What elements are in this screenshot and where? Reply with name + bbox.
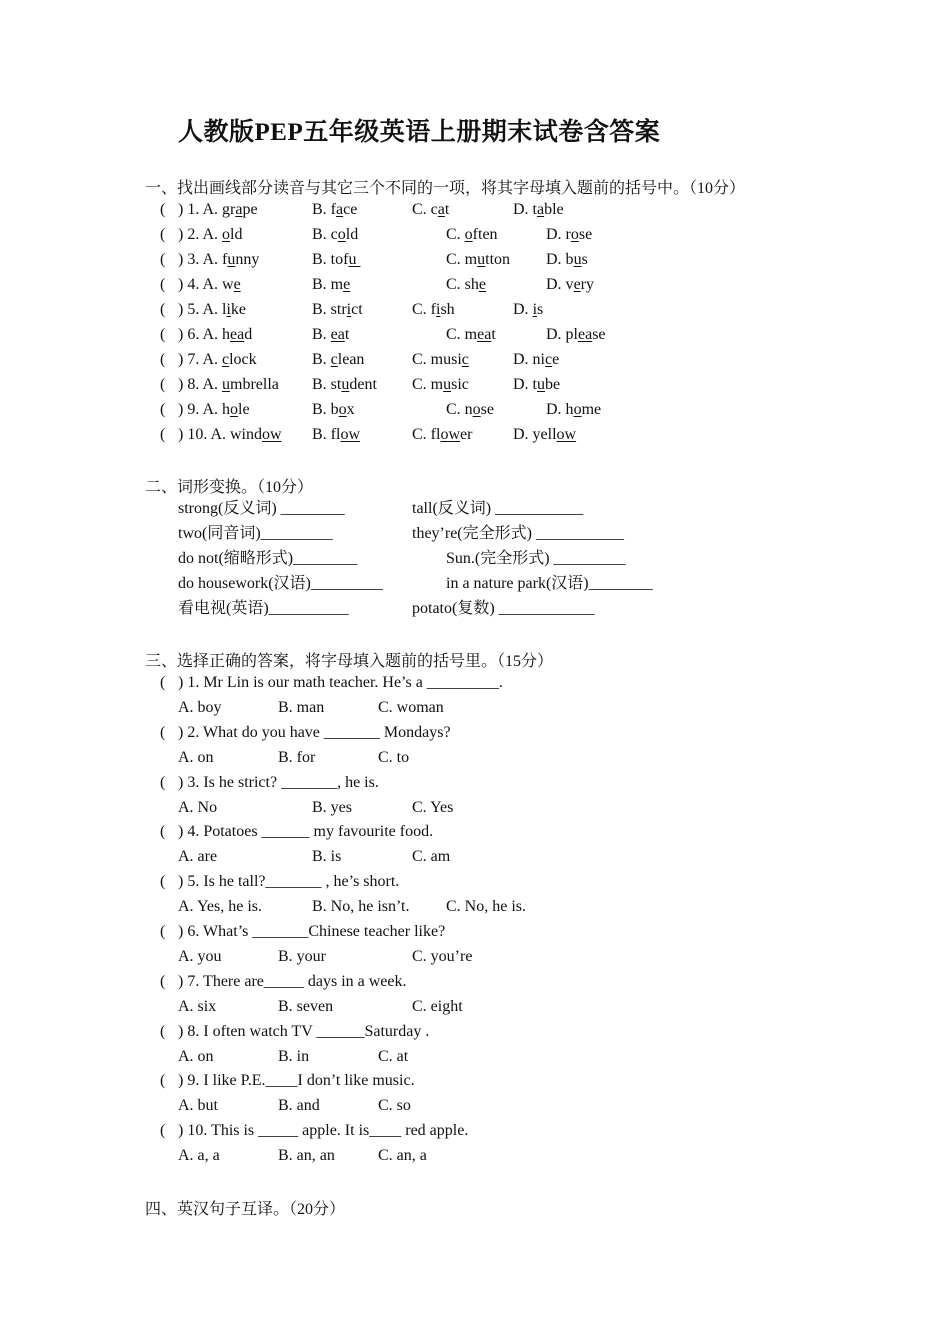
word-part: mbrella	[230, 376, 279, 393]
underlined-letters: o	[222, 226, 230, 243]
question-number: ) 3. A.	[178, 251, 222, 268]
mc-option: C. so	[378, 1097, 411, 1115]
answer-paren[interactable]: (	[160, 773, 166, 791]
word-part: t	[344, 326, 350, 343]
mc-option: C. to	[378, 748, 410, 766]
question-text: ) 9. I like P.E.____I don’t like music.	[178, 1072, 415, 1090]
word-part: D. ni	[513, 351, 545, 368]
word-part: C. musi	[412, 351, 462, 368]
option-d	[546, 325, 606, 345]
answer-paren[interactable]: (	[160, 426, 166, 443]
option-c	[412, 200, 449, 220]
word-form-item[interactable]: do housework(汉语)_________	[178, 575, 383, 592]
word-form-item[interactable]: in a nature park(汉语)________	[446, 575, 653, 592]
word-form-item[interactable]: potato(复数) ____________	[412, 600, 595, 617]
question-text: ) 7. There are_____ days in a week.	[178, 972, 407, 990]
option-a	[178, 350, 257, 370]
word-part: dent	[349, 376, 377, 393]
option-d	[513, 425, 576, 445]
question-number: ) 6. A.	[178, 326, 222, 343]
question-text: ) 1. Mr Lin is our math teacher. He’s a _________.	[178, 674, 503, 691]
word-part: gr	[222, 201, 236, 218]
word-part: ry	[580, 276, 594, 293]
word-part: w	[222, 276, 234, 293]
underlined-letters: u	[443, 376, 452, 393]
option-d	[546, 400, 601, 420]
word-part: ld	[345, 226, 359, 243]
word-part: C.	[446, 226, 465, 243]
underlined-letters: o	[573, 401, 582, 418]
mc-option: A. Yes, he is.	[178, 898, 263, 916]
word-part: se	[578, 226, 593, 243]
word-part: er	[460, 426, 473, 443]
option-b	[312, 200, 357, 220]
option-d	[513, 300, 543, 320]
word-part: C. sh	[446, 276, 479, 293]
word-part: C. c	[412, 201, 438, 218]
mc-option: A. but	[178, 1097, 218, 1115]
option-c	[446, 400, 494, 420]
question-number: ) 2. A.	[178, 226, 222, 243]
question-text: ) 5. Is he tall?_______ , he’s short.	[178, 873, 400, 891]
answer-paren[interactable]: (	[160, 674, 166, 691]
underlined-letters: u	[348, 251, 361, 268]
answer-paren[interactable]: (	[160, 972, 166, 990]
word-part: wind	[230, 426, 262, 443]
underlined-letters: u	[222, 376, 230, 393]
option-a	[178, 400, 250, 420]
mc-option: B. in	[278, 1047, 310, 1065]
answer-paren[interactable]: (	[160, 923, 166, 940]
word-form-item[interactable]: they’re(完全形式) ___________	[412, 525, 624, 542]
option-b	[312, 400, 355, 420]
answer-paren[interactable]: (	[160, 873, 166, 891]
word-form-item[interactable]: strong(反义词) ________	[178, 500, 345, 517]
option-c	[412, 425, 472, 445]
mc-option: B. seven	[278, 997, 334, 1015]
question-number: ) 8. A.	[178, 376, 222, 393]
word-part: me	[581, 401, 602, 418]
mc-option: B. yes	[312, 798, 352, 816]
word-part: pe	[242, 201, 258, 218]
word-part: C. f	[412, 301, 436, 318]
option-c	[412, 375, 469, 395]
option-b	[312, 375, 377, 395]
word-part: d	[244, 326, 253, 343]
option-a	[178, 300, 246, 320]
word-part: B. m	[312, 276, 344, 293]
word-form-item[interactable]: tall(反义词) ___________	[412, 500, 584, 517]
word-part: C. n	[446, 401, 473, 418]
answer-paren[interactable]: (	[160, 276, 166, 293]
option-b	[312, 250, 360, 270]
word-part: l	[222, 301, 227, 318]
question-text: ) 10. This is _____ apple. It is____ red apple.	[178, 1122, 469, 1140]
option-d	[513, 350, 559, 370]
underlined-letters: e	[478, 276, 487, 293]
word-part: x	[346, 401, 355, 418]
word-part: B. tof	[312, 251, 349, 268]
underlined-letters: o	[570, 226, 579, 243]
answer-paren[interactable]: (	[160, 326, 166, 343]
word-form-item[interactable]: 看电视(英语)__________	[178, 600, 349, 617]
answer-paren[interactable]: (	[160, 251, 166, 268]
underlined-letters: ow	[556, 426, 577, 443]
mc-option: A. boy	[178, 698, 222, 716]
answer-paren[interactable]: (	[160, 201, 166, 218]
answer-paren[interactable]: (	[160, 1122, 166, 1140]
underlined-letters: c	[330, 351, 338, 368]
word-part: B. st	[312, 376, 342, 393]
underlined-letters: c	[222, 351, 230, 368]
mc-option: A. No	[178, 798, 218, 816]
option-c	[446, 325, 496, 345]
question-number: ) 1. A.	[178, 201, 222, 218]
option-b	[312, 350, 364, 370]
word-part: ften	[472, 226, 498, 243]
page-title: 人教版PEP五年级英语上册期末试卷含答案	[178, 119, 661, 146]
option-a	[178, 200, 258, 220]
answer-paren[interactable]: (	[160, 301, 166, 318]
option-a	[178, 275, 241, 295]
section-3-heading: 三、选择正确的答案，将字母填入题前的括号里。（15分）	[145, 653, 554, 670]
question-text: ) 8. I often watch TV ______Saturday .	[178, 1022, 430, 1040]
word-part: D. yell	[513, 426, 557, 443]
mc-option: A. a, a	[178, 1147, 220, 1165]
mc-option: B. man	[278, 698, 325, 716]
mc-option: A. are	[178, 848, 218, 866]
underlined-letters: o	[230, 401, 238, 418]
underlined-letters: c	[461, 351, 469, 368]
answer-paren[interactable]: (	[160, 823, 166, 841]
option-a	[178, 425, 282, 445]
mc-option: A. on	[178, 748, 214, 766]
option-c	[446, 275, 486, 295]
option-c	[446, 250, 510, 270]
underlined-letters: ea	[477, 326, 492, 343]
option-d	[513, 200, 564, 220]
option-d	[513, 375, 560, 395]
word-part: C. fl	[412, 426, 441, 443]
word-part: D. r	[546, 226, 571, 243]
mc-option: A. you	[178, 947, 222, 965]
word-part: B. str	[312, 301, 347, 318]
section-2-heading: 二、词形变换。（10分）	[145, 479, 314, 496]
word-part: D. t	[513, 201, 537, 218]
word-part: D.	[513, 301, 533, 318]
mc-option: C. you’re	[412, 947, 473, 965]
option-b	[312, 275, 350, 295]
underlined-letters: ow	[262, 426, 282, 443]
underlined-letters: o	[337, 226, 346, 243]
option-d	[546, 225, 592, 245]
word-part: e	[552, 351, 560, 368]
answer-paren[interactable]: (	[160, 723, 166, 741]
mc-option: B. and	[278, 1097, 320, 1115]
word-form-item[interactable]: Sun.(完全形式) _________	[446, 550, 626, 567]
option-d	[546, 250, 588, 270]
mc-option: C. am	[412, 848, 451, 866]
word-part: f	[222, 251, 228, 268]
underlined-letters: o	[464, 226, 473, 243]
word-part: D. h	[546, 401, 574, 418]
question-text: ) 2. What do you have _______ Mondays?	[178, 723, 451, 741]
answer-paren[interactable]: (	[160, 1072, 166, 1090]
underlined-letters: u	[573, 251, 582, 268]
underlined-letters: o	[338, 401, 347, 418]
question-number: ) 9. A.	[178, 401, 222, 418]
answer-paren[interactable]: (	[160, 1022, 166, 1040]
mc-option: C. woman	[378, 698, 444, 716]
underlined-letters: a	[537, 201, 545, 218]
word-part: D. pl	[546, 326, 578, 343]
word-part: ke	[230, 301, 247, 318]
option-a	[178, 325, 252, 345]
question-number: ) 7. A.	[178, 351, 222, 368]
underlined-letters: u	[537, 376, 545, 393]
underlined-letters: i	[346, 301, 352, 318]
mc-option: B. your	[278, 947, 326, 965]
underlined-letters: ow	[340, 426, 361, 443]
underlined-letters: c	[545, 351, 553, 368]
underlined-letters: i	[226, 301, 231, 318]
section-4-heading: 四、英汉句子互译。（20分）	[145, 1201, 346, 1218]
underlined-letters: a	[437, 201, 445, 218]
word-part: h	[222, 326, 230, 343]
word-part: le	[238, 401, 250, 418]
word-part: s	[581, 251, 588, 268]
underlined-letters: a	[336, 201, 344, 218]
word-part: se	[480, 401, 494, 418]
option-c	[412, 350, 469, 370]
question-number: ) 10. A.	[178, 426, 230, 443]
mc-option: C. an, a	[378, 1147, 427, 1165]
word-form-item[interactable]: two(同音词)_________	[178, 525, 333, 542]
option-c	[446, 225, 498, 245]
word-part: C. m	[446, 251, 478, 268]
mc-option: A. six	[178, 997, 217, 1015]
question-text: ) 4. Potatoes ______ my favourite food.	[178, 823, 434, 841]
option-b	[312, 425, 360, 445]
underlined-letters: u	[341, 376, 350, 393]
answer-paren[interactable]: (	[160, 401, 166, 418]
question-number: ) 5. A.	[178, 301, 222, 318]
underlined-letters: u	[477, 251, 486, 268]
word-part: t	[444, 201, 450, 218]
underlined-letters: i	[532, 301, 538, 318]
option-a	[178, 250, 259, 270]
word-part: be	[545, 376, 561, 393]
mc-option: B. for	[278, 748, 316, 766]
underlined-letters: e	[343, 276, 351, 293]
underlined-letters: e	[573, 276, 581, 293]
word-part: B.	[312, 351, 331, 368]
option-b	[312, 325, 349, 345]
word-part: D. b	[546, 251, 574, 268]
mc-option: C. No, he is.	[446, 898, 526, 916]
word-part: nny	[235, 251, 260, 268]
word-part: B.	[312, 326, 331, 343]
question-text: ) 3. Is he strict? _______, he is.	[178, 773, 379, 791]
word-form-item[interactable]: do not(缩略形式)________	[178, 550, 358, 567]
word-part: tton	[485, 251, 511, 268]
word-part: sic	[451, 376, 469, 393]
word-part: B. f	[312, 201, 336, 218]
underlined-letters: u	[227, 251, 236, 268]
mc-option: B. an, an	[278, 1147, 335, 1165]
mc-option: A. on	[178, 1047, 214, 1065]
word-part: ce	[343, 201, 358, 218]
mc-option: C. Yes	[412, 798, 454, 816]
word-part: B. c	[312, 226, 338, 243]
question-number: ) 4. A.	[178, 276, 222, 293]
word-part: ld	[230, 226, 243, 243]
underlined-letters: ea	[230, 326, 245, 343]
option-c	[412, 300, 455, 320]
underlined-letters: e	[233, 276, 241, 293]
mc-option: B. is	[312, 848, 342, 866]
word-part: h	[222, 401, 230, 418]
underlined-letters: i	[436, 301, 441, 318]
option-b	[312, 225, 358, 245]
underlined-letters: ea	[578, 326, 593, 343]
underlined-letters: o	[472, 401, 481, 418]
word-part: sh	[440, 301, 455, 318]
word-part: lean	[337, 351, 365, 368]
mc-option: C. at	[378, 1047, 409, 1065]
word-part: s	[537, 301, 544, 318]
word-part: se	[592, 326, 606, 343]
section-1-heading: 一、找出画线部分读音与其它三个不同的一项，将其字母填入题前的括号中。（10分）	[145, 180, 746, 197]
word-part: C. m	[412, 376, 444, 393]
word-part: B. fl	[312, 426, 341, 443]
underlined-letters: ea	[330, 326, 345, 343]
word-part: D. t	[513, 376, 537, 393]
answer-paren[interactable]: (	[160, 226, 166, 243]
option-a	[178, 225, 242, 245]
word-part: B. b	[312, 401, 339, 418]
option-d	[546, 275, 594, 295]
word-part: t	[491, 326, 496, 343]
underlined-letters: ow	[440, 426, 461, 443]
option-a	[178, 375, 279, 395]
mc-option: C. eight	[412, 997, 463, 1015]
word-part: lock	[229, 351, 257, 368]
word-part: C. m	[446, 326, 478, 343]
answer-paren[interactable]: (	[160, 351, 166, 368]
question-text: ) 6. What’s _______Chinese teacher like?	[178, 923, 446, 940]
option-b	[312, 300, 363, 320]
word-part: ct	[351, 301, 363, 318]
word-part: D. v	[546, 276, 574, 293]
word-part: ble	[544, 201, 564, 218]
mc-option: B. No, he isn’t.	[312, 898, 410, 916]
answer-paren[interactable]: (	[160, 376, 166, 393]
underlined-letters: a	[235, 201, 243, 218]
